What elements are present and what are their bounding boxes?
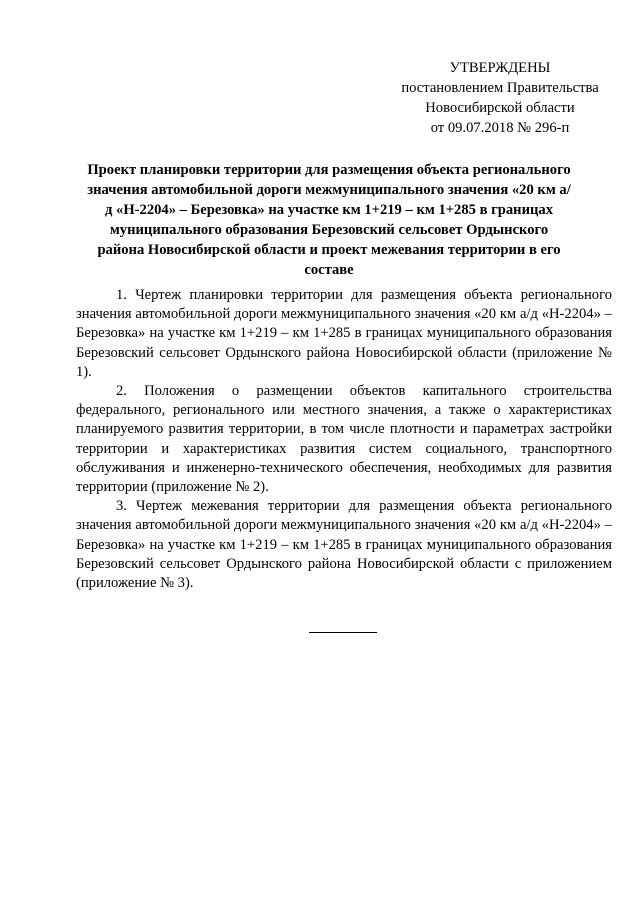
end-divider	[309, 632, 377, 633]
document-title: Проект планировки территории для размещения объекта регионального значения автомобильной дороги межмуниципального значения «20 км а/д «Н-2204» – Березовка» на участке км 1+219 – км 1+285 в границах муниципального образования Березовский сельсовет Ордынского района Новосибирской области и проект межевания территории в его составе	[87, 162, 571, 278]
list-item: 3. Чертеж межевания территории для размещения объекта регионального значения автомобильной дороги межмуниципального значения «20 км а/д «Н-2204» – Березовка» на участке км 1+219 – км 1+285 в границах муниципального образования Березовский сельсовет Ордынского района Новосибирской области с приложением (приложение № 3).	[76, 498, 612, 592]
approval-heading: УТВЕРЖДЕНЫ	[449, 60, 551, 76]
list-item: 1. Чертеж планировки территории для размещения объекта регионального значения автомобильной дороги межмуниципального значения «20 км а/д «Н-2204» – Березовка» на участке км 1+219 – км 1+285 в границах муниципального образования Березовский сельсовет Ордынского района Новосибирской области (приложение № 1).	[76, 287, 612, 380]
approval-date-number: от 09.07.2018 № 296-п	[430, 120, 570, 136]
list-item: 2. Положения о размещении объектов капитального строительства федерального, регионального или местного значения, а также о характеристиках планируемого развития территории, в том числе плотности и параметрах застройки территории и характеристиках развития систем социального, транспортного обслуживания и инженерно-технического обеспечения, необходимых для развития территории (приложение № 2).	[76, 383, 612, 496]
approval-authority: постановлением Правительства	[401, 80, 599, 96]
document-body	[76, 286, 612, 593]
approval-region: Новосибирской области	[425, 100, 575, 116]
approval-stamp	[380, 58, 620, 138]
